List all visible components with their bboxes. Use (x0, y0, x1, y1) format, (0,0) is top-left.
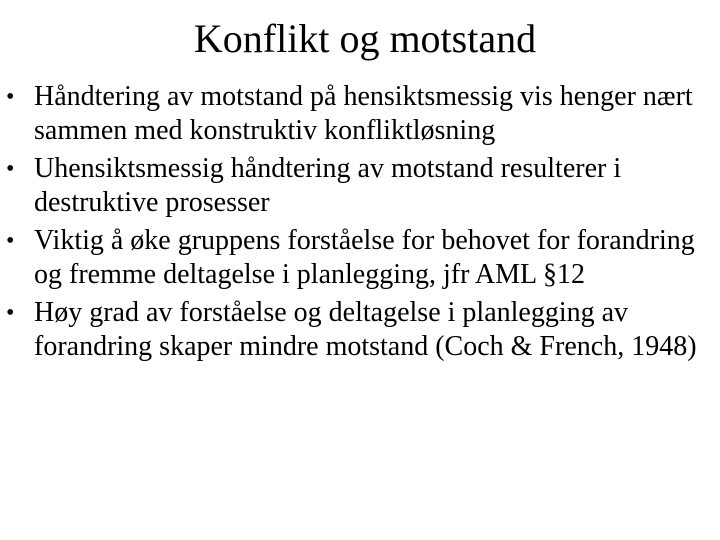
bullet-icon: • (6, 228, 15, 254)
bullet-item (0, 296, 720, 364)
bullet-text: Høy grad av forståelse og deltagelse i planlegging av forandring skaper mindre motstand (Coch & French, 1948) (34, 297, 697, 362)
bullet-icon: • (6, 84, 15, 110)
bullet-item (0, 80, 720, 148)
bullet-text: Håndtering av motstand på hensiktsmessig vis henger nært sammen med konstruktiv konfliktløsning (34, 81, 693, 146)
bullet-icon: • (6, 156, 15, 182)
bullet-list (0, 80, 720, 368)
bullet-item (0, 152, 720, 220)
bullet-item (0, 224, 720, 292)
bullet-icon: • (6, 300, 15, 326)
slide-title: Konflikt og motstand (193, 16, 537, 61)
bullet-text: Uhensiktsmessig håndtering av motstand resulterer i destruktive prosesser (34, 153, 622, 218)
bullet-text: Viktig å øke gruppens forståelse for behovet for forandring og fremme deltagelse i planlegging, jfr AML §12 (34, 225, 695, 290)
